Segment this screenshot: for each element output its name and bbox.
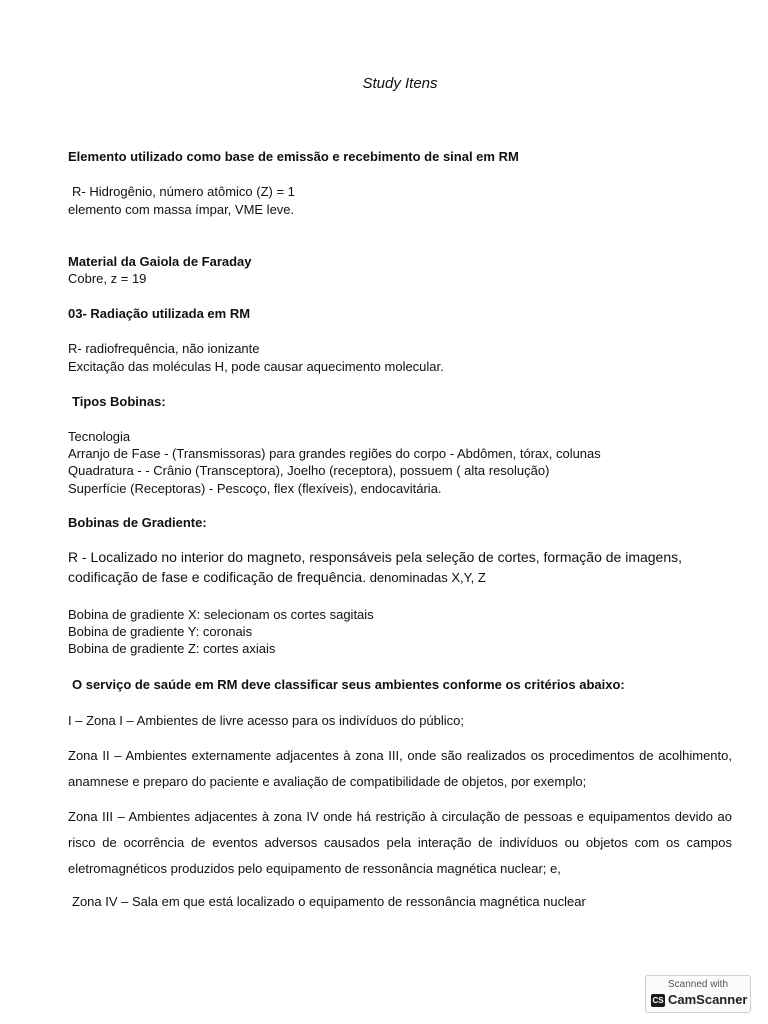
- q4-line-4: Superfície (Receptoras) - Pescoço, flex (flexíveis), endocavitária.: [68, 481, 442, 496]
- q5-answer-line-2a: codificação de fase e codificação de frequência.: [68, 569, 367, 585]
- q5-line-z: Bobina de gradiente Z: cortes axiais: [68, 641, 276, 656]
- q4-heading: Tipos Bobinas:: [72, 394, 166, 409]
- q6-heading: O serviço de saúde em RM deve classificar seus ambientes conforme os critérios abaixo:: [72, 677, 625, 692]
- camscanner-logo-icon: CS: [652, 996, 664, 1005]
- zone-3: Zona III – Ambientes adjacentes à zona IV onde há restrição à circulação de pessoas e equipamentos devido ao risco de ocorrência de eventos adversos causados pela interação de indivíduos ou objetos com os campos eletromagnéticos produzidos pelo equipamento de ressonância magnética nuclear; e,: [68, 809, 732, 876]
- q1-answer-line-1: R- Hidrogênio, número atômico (Z) = 1: [72, 184, 295, 199]
- q5-answer-line-1: R - Localizado no interior do magneto, responsáveis pela seleção de cortes, formação de imagens,: [68, 549, 683, 565]
- q5-line-y: Bobina de gradiente Y: coronais: [68, 624, 253, 639]
- q5-answer-line-2: [68, 569, 486, 586]
- zone-1: I – Zona I – Ambientes de livre acesso para os indivíduos do público;: [68, 713, 465, 728]
- q1-answer-line-2: elemento com massa ímpar, VME leve.: [68, 202, 295, 217]
- q4-line-3: Quadratura - - Crânio (Transceptora), Joelho (receptora), possuem ( alta resolução): [68, 463, 550, 478]
- q2-answer: Cobre, z = 19: [68, 271, 147, 286]
- camscanner-watermark: [645, 975, 751, 1013]
- q4-line-1: Tecnologia: [68, 429, 131, 444]
- zone-4: Zona IV – Sala em que está localizado o equipamento de ressonância magnética nuclear: [72, 894, 586, 909]
- q2-heading: Material da Gaiola de Faraday: [68, 254, 252, 269]
- q3-answer-line-1: R- radiofrequência, não ionizante: [68, 341, 260, 356]
- zone-2: Zona II – Ambientes externamente adjacentes à zona III, onde são realizados os procedimentos de acolhimento, anamnese e preparo do paciente e avaliação de compatibilidade de objetos, por exemplo;: [68, 748, 732, 789]
- watermark-line-1: Scanned with: [667, 979, 729, 990]
- q4-line-2: Arranjo de Fase - (Transmissoras) para grandes regiões do corpo - Abdômen, tórax, colunas: [68, 446, 601, 461]
- q1-heading: Elemento utilizado como base de emissão e recebimento de sinal em RM: [68, 149, 519, 164]
- q3-heading: 03- Radiação utilizada em RM: [68, 306, 251, 321]
- q5-answer-line-2b: denominadas X,Y, Z: [366, 570, 486, 585]
- q5-line-x: Bobina de gradiente X: selecionam os cortes sagitais: [68, 607, 374, 622]
- watermark-line-2: CamScanner: [668, 992, 748, 1007]
- q3-answer-line-2: Excitação das moléculas H, pode causar aquecimento molecular.: [68, 359, 444, 374]
- q5-heading: Bobinas de Gradiente:: [68, 515, 207, 530]
- page-title: Study Itens: [362, 75, 438, 92]
